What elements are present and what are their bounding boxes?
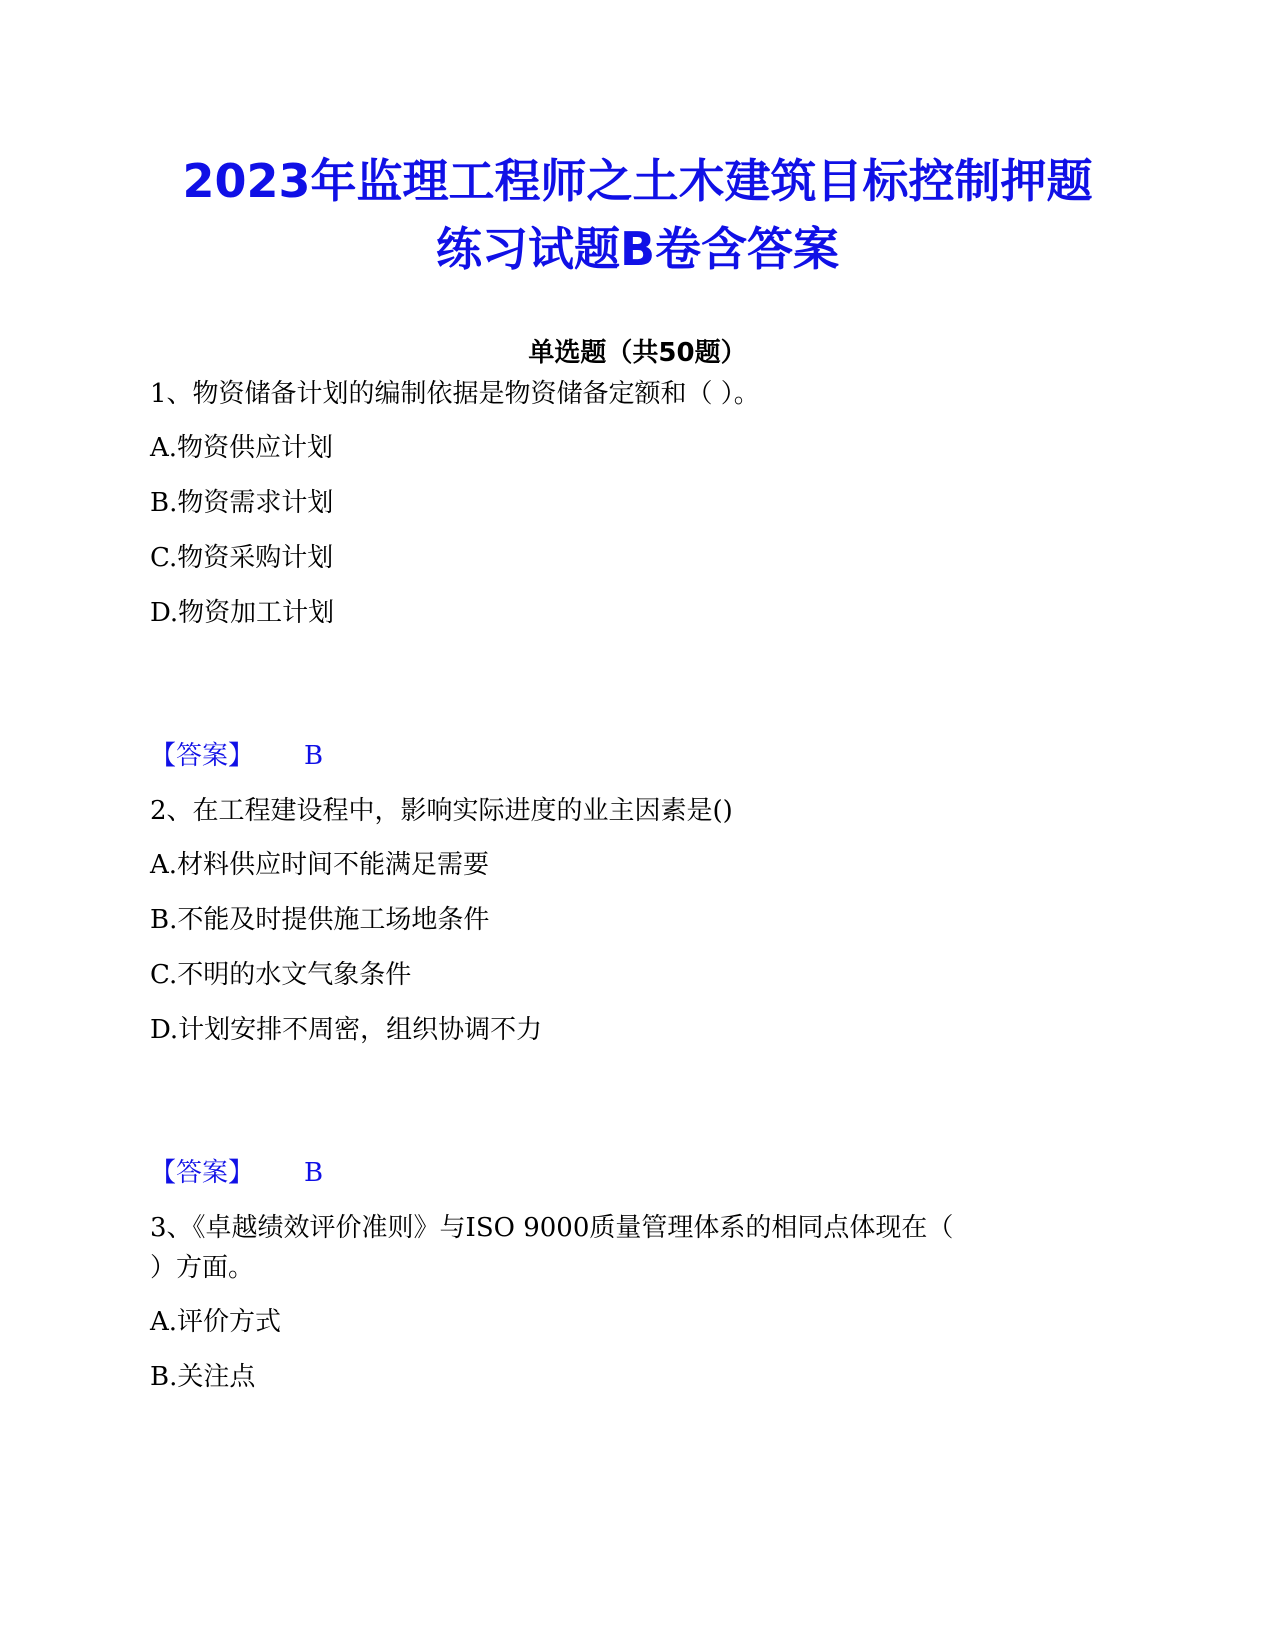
section-heading: 单选题（共50题） bbox=[528, 338, 747, 368]
question-2-answer bbox=[150, 1155, 323, 1191]
question-1-option-d: D.物资加工计划 bbox=[150, 598, 335, 628]
document-title-line-2: 练习试题B卷含答案 bbox=[435, 222, 840, 276]
question-1-answer bbox=[150, 738, 323, 774]
question-2-option-d: D.计划安排不周密，组织协调不力 bbox=[150, 1015, 543, 1045]
answer-label: 【答案】 bbox=[150, 1158, 255, 1188]
question-3-stem-line-2: ）方面。 bbox=[150, 1253, 255, 1283]
question-1-stem: 1、物资储备计划的编制依据是物资储备定额和（ ）。 bbox=[150, 379, 760, 409]
question-2-stem: 2、在工程建设程中，影响实际进度的业主因素是() bbox=[150, 796, 733, 826]
question-3-stem-line-1: 3、《卓越绩效评价准则》与ISO 9000质量管理体系的相同点体现在（ bbox=[150, 1213, 954, 1243]
question-2-option-b: B.不能及时提供施工场地条件 bbox=[150, 905, 490, 935]
question-1-option-a: A.物资供应计划 bbox=[150, 433, 334, 463]
question-2-option-c: C.不明的水文气象条件 bbox=[150, 960, 412, 990]
question-1-option-c: C.物资采购计划 bbox=[150, 543, 334, 573]
document-title-line-1: 2023年监理工程师之土木建筑目标控制押题 bbox=[182, 154, 1093, 208]
question-2-option-a: A.材料供应时间不能满足需要 bbox=[150, 850, 490, 880]
question-3-option-a: A.评价方式 bbox=[150, 1307, 282, 1337]
answer-value: B bbox=[304, 1158, 324, 1188]
answer-label: 【答案】 bbox=[150, 741, 255, 771]
question-1-option-b: B.物资需求计划 bbox=[150, 488, 334, 518]
answer-value: B bbox=[304, 741, 324, 771]
question-3-option-b: B.关注点 bbox=[150, 1362, 256, 1392]
